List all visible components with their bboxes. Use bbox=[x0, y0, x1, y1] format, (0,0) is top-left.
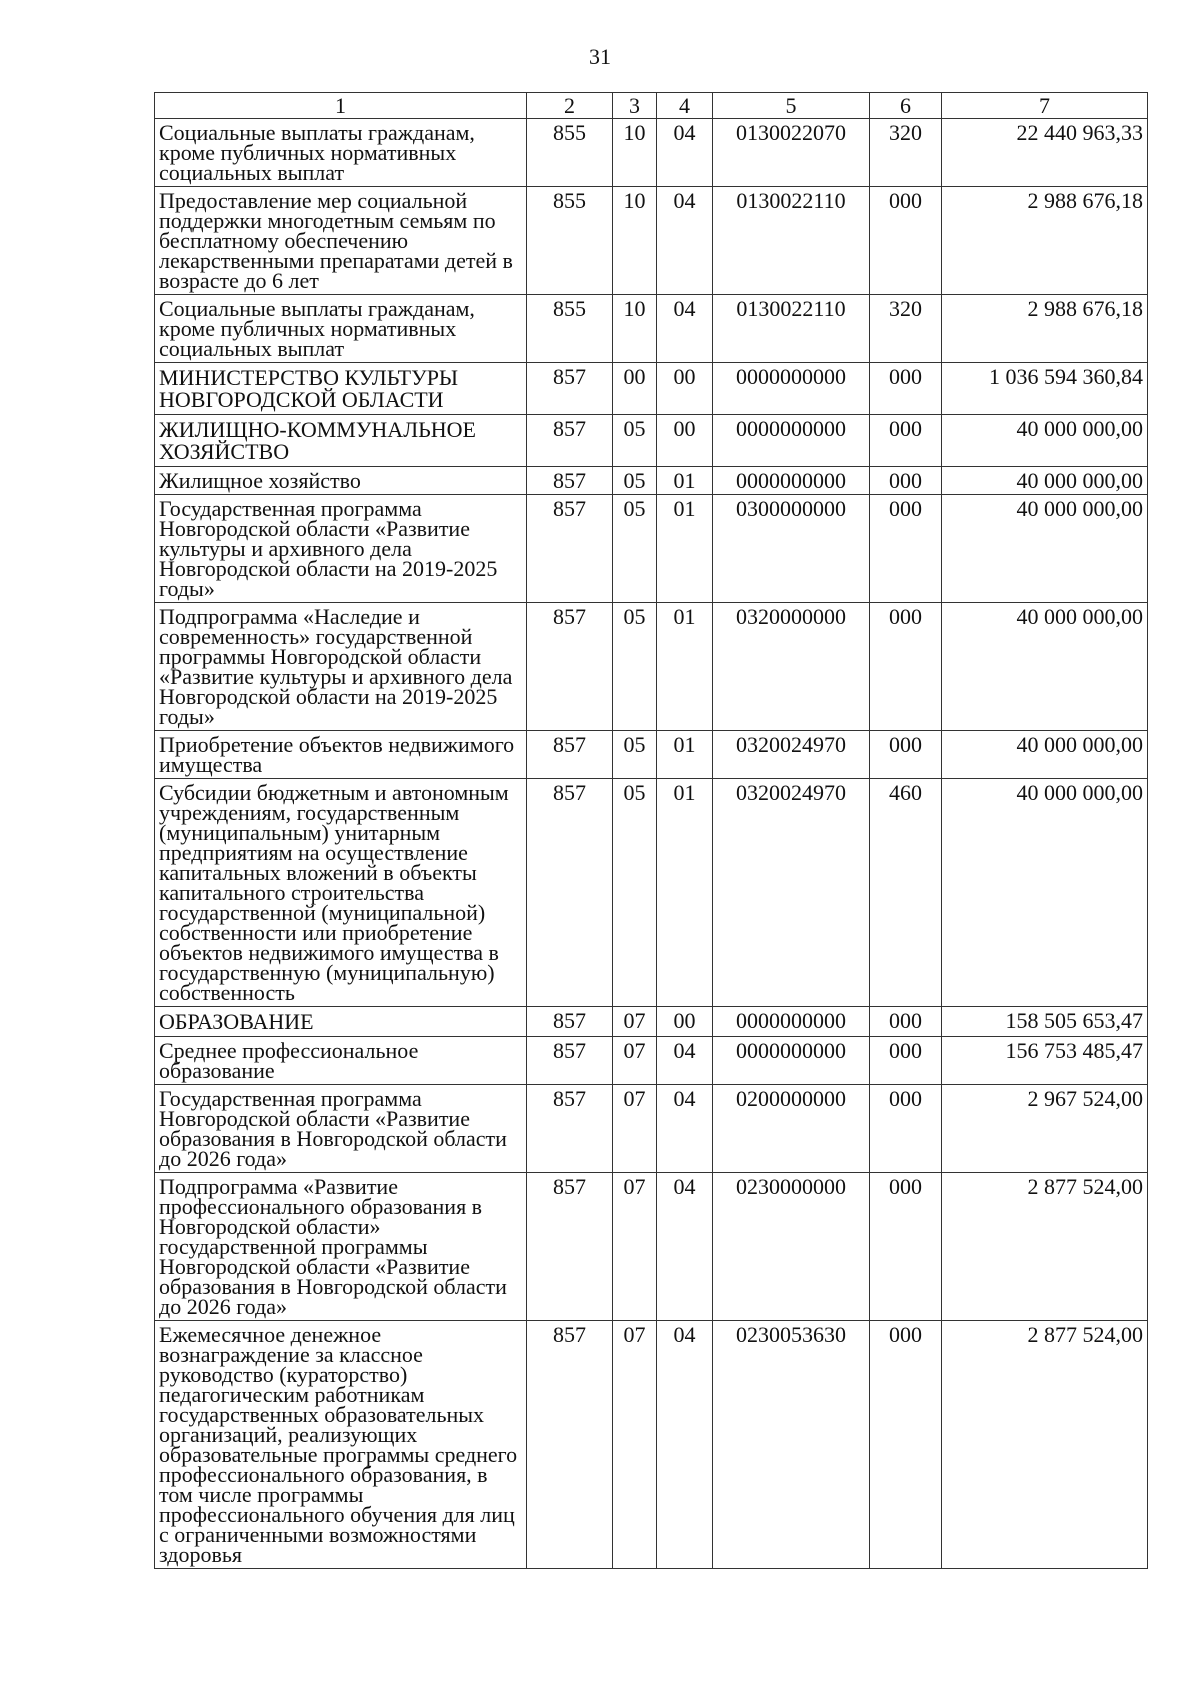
row-grbs-code: 857 bbox=[527, 603, 613, 731]
col-header: 7 bbox=[942, 93, 1148, 119]
row-amount: 22 440 963,33 bbox=[942, 119, 1148, 187]
row-subsection-code: 01 bbox=[657, 495, 713, 603]
table-row bbox=[155, 1173, 1148, 1321]
row-expense-type: 000 bbox=[870, 187, 942, 295]
row-name: Приобретение объектов недвижимого имущества bbox=[155, 731, 527, 779]
row-section-code: 10 bbox=[613, 119, 657, 187]
table-row bbox=[155, 363, 1148, 415]
row-name: ОБРАЗОВАНИЕ bbox=[155, 1007, 527, 1037]
row-subsection-code: 04 bbox=[657, 1037, 713, 1085]
row-target-article: 0000000000 bbox=[713, 1037, 870, 1085]
row-target-article: 0000000000 bbox=[713, 363, 870, 415]
row-grbs-code: 855 bbox=[527, 187, 613, 295]
row-expense-type: 000 bbox=[870, 603, 942, 731]
row-name: Среднее профессиональное образование bbox=[155, 1037, 527, 1085]
row-grbs-code: 857 bbox=[527, 779, 613, 1007]
row-subsection-code: 00 bbox=[657, 363, 713, 415]
table-row bbox=[155, 1037, 1148, 1085]
row-name: Ежемесячное денежное вознаграждение за классное руководство (кураторство) педагогическим работникам государственных образовательных организаций, реализующих образовательные программы среднего профессионального образования, в том числе программы профессионального обучения для лиц с ограниченными возможностями здоровья bbox=[155, 1321, 527, 1569]
table-row bbox=[155, 731, 1148, 779]
row-target-article: 0320000000 bbox=[713, 603, 870, 731]
row-target-article: 0200000000 bbox=[713, 1085, 870, 1173]
row-expense-type: 000 bbox=[870, 1085, 942, 1173]
table-row bbox=[155, 1007, 1148, 1037]
row-expense-type: 000 bbox=[870, 415, 942, 467]
row-name: Субсидии бюджетным и автономным учреждениям, государственным (муниципальным) унитарным предприятиям на осуществление капитальных вложений в объекты капитального строительства государственной (муниципальной) собственности или приобретение объектов недвижимого имущества в государственную (муниципальную) собственность bbox=[155, 779, 527, 1007]
row-subsection-code: 04 bbox=[657, 1085, 713, 1173]
row-name: Государственная программа Новгородской области «Развитие образования в Новгородской области до 2026 года» bbox=[155, 1085, 527, 1173]
row-amount: 156 753 485,47 bbox=[942, 1037, 1148, 1085]
row-subsection-code: 04 bbox=[657, 1321, 713, 1569]
table-row bbox=[155, 295, 1148, 363]
row-name: Жилищное хозяйство bbox=[155, 467, 527, 495]
row-subsection-code: 00 bbox=[657, 415, 713, 467]
row-target-article: 0130022110 bbox=[713, 295, 870, 363]
row-name: Социальные выплаты гражданам, кроме публичных нормативных социальных выплат bbox=[155, 295, 527, 363]
row-amount: 40 000 000,00 bbox=[942, 467, 1148, 495]
row-amount: 40 000 000,00 bbox=[942, 603, 1148, 731]
page-number: 31 bbox=[589, 44, 611, 69]
row-name: ЖИЛИЩНО-КОММУНАЛЬНОЕ ХОЗЯЙСТВО bbox=[155, 415, 527, 467]
row-section-code: 05 bbox=[613, 467, 657, 495]
row-expense-type: 000 bbox=[870, 1037, 942, 1085]
row-section-code: 07 bbox=[613, 1037, 657, 1085]
row-expense-type: 000 bbox=[870, 363, 942, 415]
col-header: 2 bbox=[527, 93, 613, 119]
row-target-article: 0230053630 bbox=[713, 1321, 870, 1569]
row-amount: 40 000 000,00 bbox=[942, 731, 1148, 779]
row-target-article: 0000000000 bbox=[713, 1007, 870, 1037]
row-subsection-code: 01 bbox=[657, 731, 713, 779]
row-name: Социальные выплаты гражданам, кроме публичных нормативных социальных выплат bbox=[155, 119, 527, 187]
row-target-article: 0000000000 bbox=[713, 467, 870, 495]
row-section-code: 05 bbox=[613, 415, 657, 467]
row-section-code: 10 bbox=[613, 295, 657, 363]
row-subsection-code: 04 bbox=[657, 119, 713, 187]
row-name: Государственная программа Новгородской области «Развитие культуры и архивного дела Новгородской области на 2019-2025 годы» bbox=[155, 495, 527, 603]
row-amount: 158 505 653,47 bbox=[942, 1007, 1148, 1037]
row-grbs-code: 857 bbox=[527, 1085, 613, 1173]
row-expense-type: 000 bbox=[870, 1007, 942, 1037]
row-grbs-code: 857 bbox=[527, 415, 613, 467]
row-amount: 40 000 000,00 bbox=[942, 415, 1148, 467]
row-amount: 40 000 000,00 bbox=[942, 779, 1148, 1007]
row-expense-type: 460 bbox=[870, 779, 942, 1007]
row-grbs-code: 857 bbox=[527, 731, 613, 779]
row-subsection-code: 04 bbox=[657, 187, 713, 295]
row-expense-type: 320 bbox=[870, 119, 942, 187]
row-target-article: 0000000000 bbox=[713, 415, 870, 467]
row-name: МИНИСТЕРСТВО КУЛЬТУРЫ НОВГОРОДСКОЙ ОБЛАСТИ bbox=[155, 363, 527, 415]
table-row bbox=[155, 1085, 1148, 1173]
row-section-code: 00 bbox=[613, 363, 657, 415]
table-row bbox=[155, 495, 1148, 603]
row-grbs-code: 855 bbox=[527, 119, 613, 187]
row-grbs-code: 857 bbox=[527, 467, 613, 495]
table-row bbox=[155, 187, 1148, 295]
row-section-code: 07 bbox=[613, 1173, 657, 1321]
row-subsection-code: 01 bbox=[657, 779, 713, 1007]
row-section-code: 07 bbox=[613, 1085, 657, 1173]
table-row bbox=[155, 603, 1148, 731]
row-subsection-code: 04 bbox=[657, 295, 713, 363]
row-grbs-code: 857 bbox=[527, 1007, 613, 1037]
col-header: 3 bbox=[613, 93, 657, 119]
row-name: Подпрограмма «Наследие и современность» государственной программы Новгородской области «Развитие культуры и архивного дела Новгородской области на 2019-2025 годы» bbox=[155, 603, 527, 731]
row-target-article: 0320024970 bbox=[713, 731, 870, 779]
row-expense-type: 000 bbox=[870, 467, 942, 495]
row-amount: 2 877 524,00 bbox=[942, 1321, 1148, 1569]
row-grbs-code: 857 bbox=[527, 495, 613, 603]
row-expense-type: 000 bbox=[870, 1321, 942, 1569]
row-target-article: 0300000000 bbox=[713, 495, 870, 603]
row-expense-type: 000 bbox=[870, 1173, 942, 1321]
row-target-article: 0130022070 bbox=[713, 119, 870, 187]
table-row bbox=[155, 779, 1148, 1007]
row-section-code: 05 bbox=[613, 731, 657, 779]
row-section-code: 07 bbox=[613, 1321, 657, 1569]
row-section-code: 05 bbox=[613, 603, 657, 731]
row-target-article: 0130022110 bbox=[713, 187, 870, 295]
col-header: 1 bbox=[155, 93, 527, 119]
row-grbs-code: 857 bbox=[527, 1321, 613, 1569]
row-target-article: 0230000000 bbox=[713, 1173, 870, 1321]
row-name: Подпрограмма «Развитие профессионального образования в Новгородской области» государственной программы Новгородской области «Развитие образования в Новгородской области до 2026 года» bbox=[155, 1173, 527, 1321]
row-name: Предоставление мер социальной поддержки многодетным семьям по бесплатному обеспечению лекарственными препаратами детей в возрасте до 6 лет bbox=[155, 187, 527, 295]
row-amount: 2 988 676,18 bbox=[942, 187, 1148, 295]
row-section-code: 10 bbox=[613, 187, 657, 295]
row-expense-type: 000 bbox=[870, 495, 942, 603]
col-header: 5 bbox=[713, 93, 870, 119]
row-grbs-code: 857 bbox=[527, 1037, 613, 1085]
row-grbs-code: 855 bbox=[527, 295, 613, 363]
table-row bbox=[155, 119, 1148, 187]
row-amount: 2 967 524,00 bbox=[942, 1085, 1148, 1173]
col-header: 4 bbox=[657, 93, 713, 119]
row-subsection-code: 00 bbox=[657, 1007, 713, 1037]
row-subsection-code: 01 bbox=[657, 467, 713, 495]
row-expense-type: 320 bbox=[870, 295, 942, 363]
row-section-code: 05 bbox=[613, 495, 657, 603]
table-row bbox=[155, 467, 1148, 495]
table-row bbox=[155, 1321, 1148, 1569]
row-subsection-code: 04 bbox=[657, 1173, 713, 1321]
row-section-code: 05 bbox=[613, 779, 657, 1007]
header-row bbox=[155, 93, 1148, 119]
budget-table bbox=[154, 92, 1148, 1569]
row-amount: 2 988 676,18 bbox=[942, 295, 1148, 363]
row-amount: 1 036 594 360,84 bbox=[942, 363, 1148, 415]
col-header: 6 bbox=[870, 93, 942, 119]
table-row bbox=[155, 415, 1148, 467]
row-amount: 40 000 000,00 bbox=[942, 495, 1148, 603]
row-amount: 2 877 524,00 bbox=[942, 1173, 1148, 1321]
row-expense-type: 000 bbox=[870, 731, 942, 779]
row-subsection-code: 01 bbox=[657, 603, 713, 731]
row-target-article: 0320024970 bbox=[713, 779, 870, 1007]
row-section-code: 07 bbox=[613, 1007, 657, 1037]
row-grbs-code: 857 bbox=[527, 1173, 613, 1321]
row-grbs-code: 857 bbox=[527, 363, 613, 415]
